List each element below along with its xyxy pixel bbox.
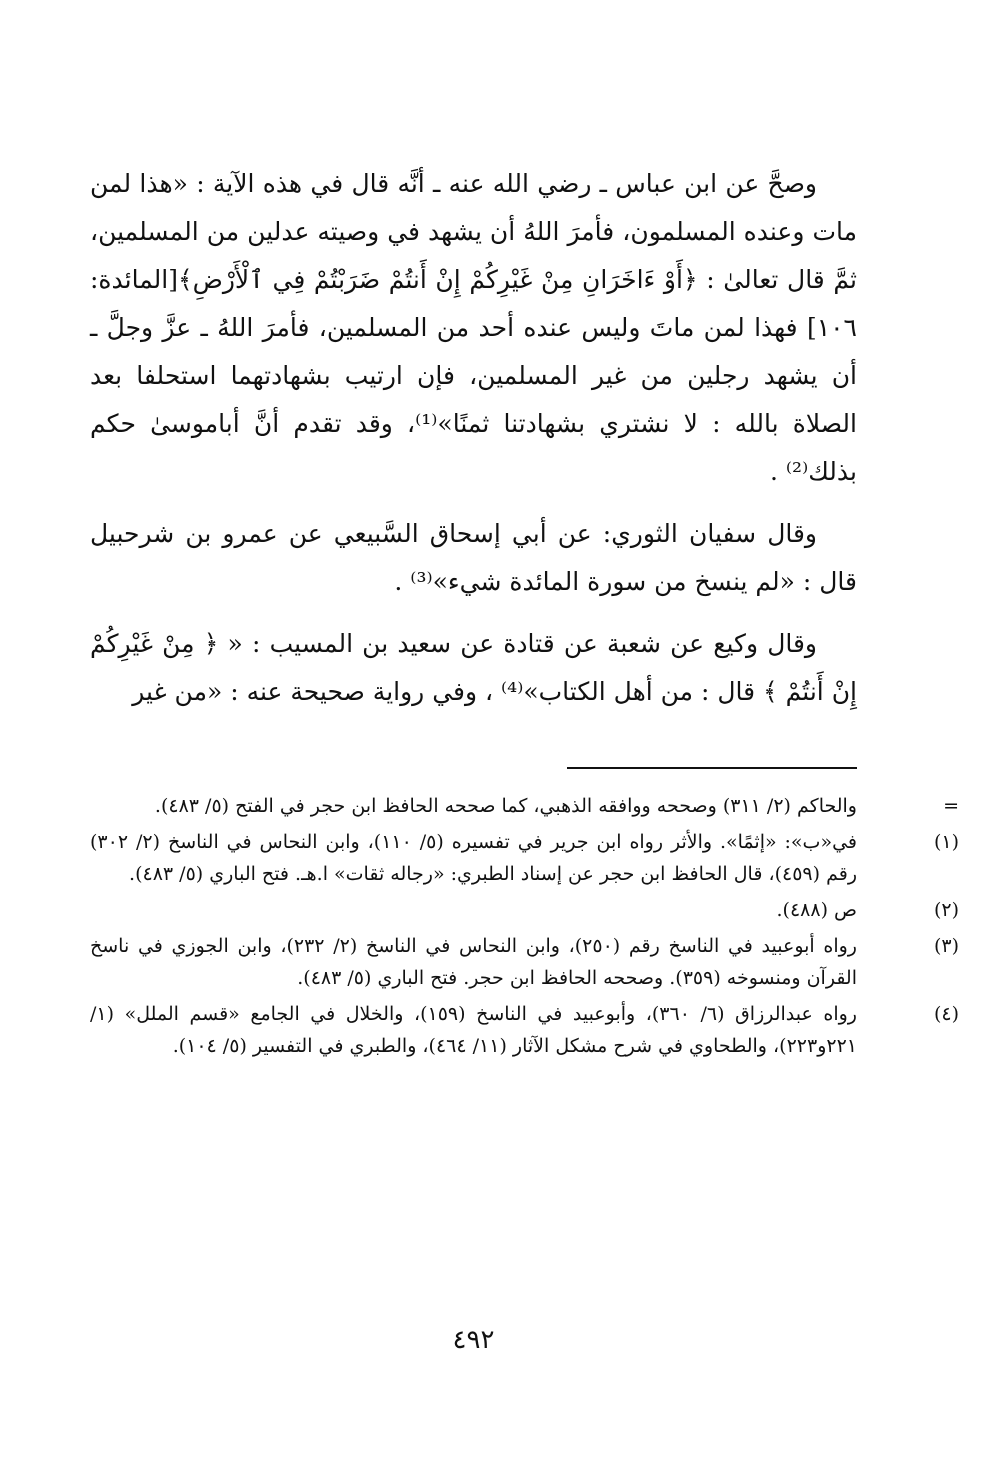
book-page (90, 160, 959, 1480)
main-paragraph-1: وصحَّ عن ابن عباس ـ رضي الله عنه ـ أنَّه قال في هذه الآية : «هذا لمن مات وعنده المسلمون، فأمرَ اللهُ أن يشهد في وصيته عدلين من المسلمين، ثمَّ قال تعالىٰ : ﴿أَوْ ءَاخَرَانِ مِنْ غَيْرِكُمْ إِنْ أَنتُمْ ضَرَبْتُمْ فِي ٱلْأَرْضِ﴾[المائدة: ١٠٦] فهذا لمن ماتَ وليس عنده أحد من المسلمين، فأمرَ اللهُ ـ عزَّ وجلَّ ـ أن يشهد رجلين من غير المسلمين، فإن ارتيب بشهادتهما استحلفا بعد الصلاة بالله : لا نشتري بشهادتنا ثمنًا»⁽¹⁾، وقد تقدم أنَّ أباموسىٰ حكم بذلك⁽²⁾ . (90, 169, 857, 486)
footnote-4 (90, 998, 959, 1062)
footnote-marker: = (943, 795, 959, 817)
footnotes (90, 790, 959, 1066)
footnote-marker: (١) (933, 831, 959, 853)
footnote-text: والحاكم (٢/ ٣١١) وصححه ووافقه الذهبي، كما صححه الحافظ ابن حجر في الفتح (٥/ ٤٨٣). (154, 795, 857, 817)
main-paragraph-2: وقال سفيان الثوري: عن أبي إسحاق السَّبيعي عن عمرو بن شرحبيل قال : «لم ينسخ من سورة المائدة شيء»⁽³⁾ . (90, 519, 857, 596)
footnote-2 (90, 894, 959, 926)
footnote-marker: (٢) (933, 899, 959, 921)
footnote-1 (90, 826, 959, 890)
main-paragraph-3: وقال وكيع عن شعبة عن قتادة عن سعيد بن المسيب : « ﴿ مِنْ غَيْرِكُمْ إِنْ أَنتُمْ ﴾ قال : من أهل الكتاب»⁽⁴⁾ ، وفي رواية صحيحة عنه : «من غير (90, 629, 857, 706)
footnote-marker: (٣) (933, 935, 959, 957)
footnote-3 (90, 930, 959, 994)
footnote-continued (90, 790, 959, 822)
footnote-text: رواه أبوعبيد في الناسخ رقم (٢٥٠)، وابن النحاس في الناسخ (٢/ ٢٣٢)، وابن الجوزي في ناسخ القرآن ومنسوخه (٣٥٩). وصححه الحافظ ابن حجر. فتح الباري (٥/ ٤٨٣). (90, 935, 857, 989)
footnote-text: رواه عبدالرزاق (٦/ ٣٦٠)، وأبوعبيد في الناسخ (١٥٩)، والخلال في الجامع «قسم الملل» (١/ ٢٢١و٢٢٣)، والطحاوي في شرح مشكل الآثار (١١/ ٤٦٤)، والطبري في التفسير (٥/ ١٠٤). (90, 1003, 857, 1057)
main-text (90, 160, 857, 716)
footnote-divider (567, 767, 857, 769)
footnote-marker: (٤) (933, 1003, 959, 1025)
footnote-text: ص (٤٨٨). (776, 899, 857, 921)
footnote-text: في«ب»: «إثمًا». والأثر رواه ابن جرير في تفسيره (٥/ ١١٠)، وابن النحاس في الناسخ (٢/ ٣٠٢) رقم (٤٥٩)، قال الحافظ ابن حجر عن إسناد الطبري: «رجاله ثقات» ا.هـ. فتح الباري (٥/ ٤٨٣). (90, 831, 857, 885)
page-number: ٤٩٢ (452, 1325, 495, 1355)
